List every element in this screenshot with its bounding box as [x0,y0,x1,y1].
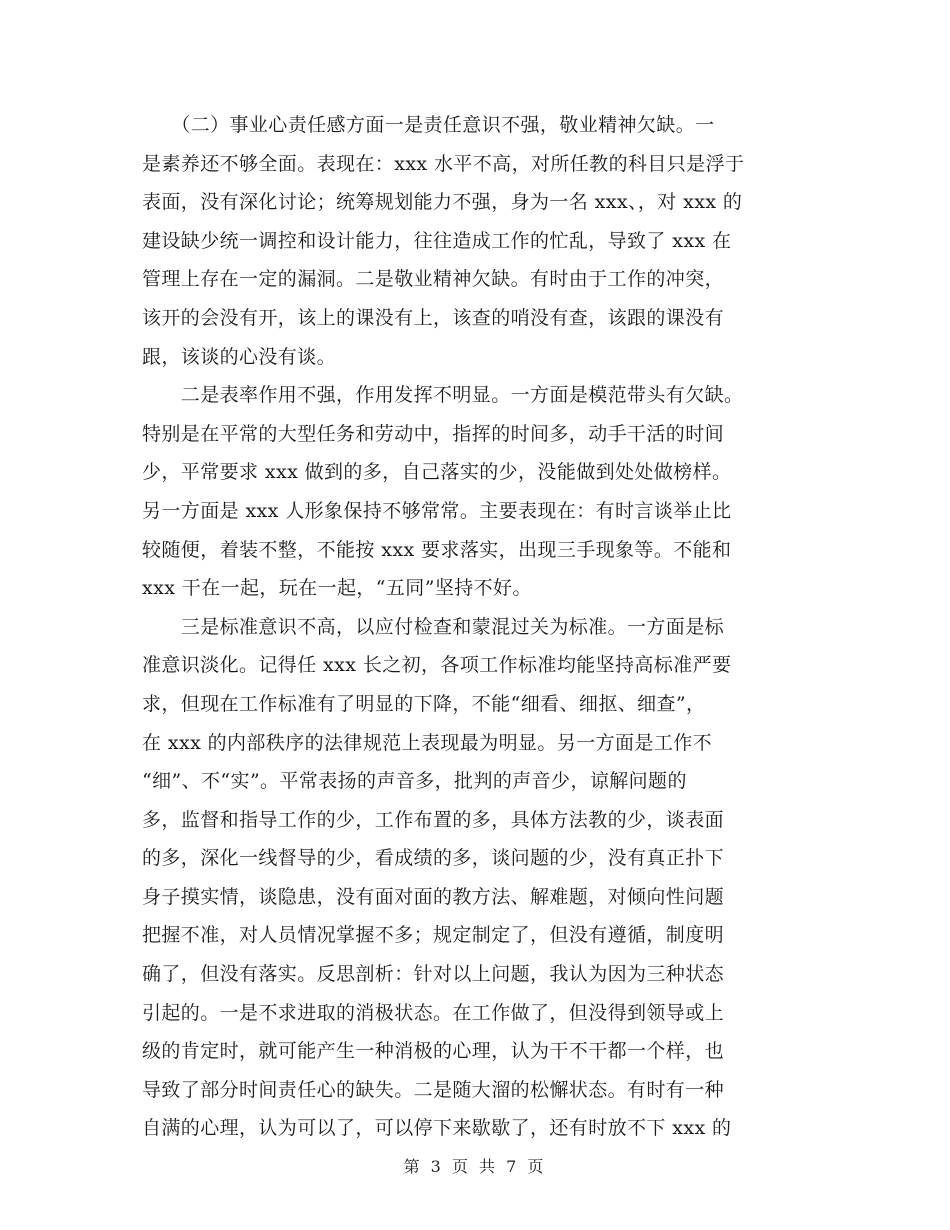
text-line: 是素养还不够全面。表现在：xxx 水平不高，对所任教的科目只是浮于 [142,152,745,175]
text-line: 跟，该谈的心没有谈。 [142,345,337,368]
text-line: 准意识淡化。记得任 xxx 长之初，各项工作标准均能坚持高标准严要 [142,654,732,677]
text-line: 另一方面是 xxx 人形象保持不够常常。主要表现在：有时言谈举止比 [142,499,732,522]
text-line: 导致了部分时间责任心的缺失。二是随大溜的松懈状态。有时有一种 [142,1078,725,1101]
text-line: 自满的心理，认为可以了，可以停下来歇歇了，还有时放不下 xxx 的 [142,1117,732,1140]
text-line: 该开的会没有开，该上的课没有上，该查的哨没有查，该跟的课没有 [142,306,725,329]
text-line: 特别是在平常的大型任务和劳动中，指挥的时间多，动手干活的时间 [142,422,725,445]
text-line: （二）事业心责任感方面一是责任意识不强，敬业精神欠缺。一 [142,114,715,136]
text-line: 身子摸实情，谈隐患，没有面对面的教方法、解难题，对倾向性问题 [142,885,725,908]
text-line: 引起的。一是不求进取的消极状态。在工作做了，但没得到领导或上 [142,1001,725,1024]
text-line: 级的肯定时，就可能产生一种消极的心理，认为干不干都一个样，也 [142,1040,725,1063]
text-line: 求，但现在工作标准有了明显的下降，不能“细看、细抠、细查”， [142,692,706,715]
text-line: 的多，深化一线督导的少，看成绩的多，谈问题的少，没有真正扑下 [142,847,725,870]
text-line: 三是标准意识不高，以应付检查和蒙混过关为标准。一方面是标 [142,615,725,638]
body-text [142,106,822,1148]
text-line: 多，监督和指导工作的少，工作布置的多，具体方法教的少，谈表面 [142,808,725,831]
page-number-footer: 第 3 页 共 7 页 [403,1157,547,1176]
text-line: 较随便，着装不整，不能按 xxx 要求落实，出现三手现象等。不能和 [142,538,732,561]
text-line: “细”、不“实”。平常表扬的声音多，批判的声音少，谅解问题的 [142,770,687,793]
text-line: 管理上存在一定的漏洞。二是敬业精神欠缺。有时由于工作的冲突， [142,268,725,291]
text-line: 二是表率作用不强，作用发挥不明显。一方面是模范带头有欠缺。 [142,384,744,407]
text-line: 在 xxx 的内部秩序的法律规范上表现最为明显。另一方面是工作不 [142,731,713,754]
text-line: 表面，没有深化讨论；统筹规划能力不强，身为一名 xxx、，对 xxx 的 [142,191,743,214]
text-line: 确了，但没有落实。反思剖析：针对以上问题，我认为因为三种状态 [142,963,725,986]
text-line: 少，平常要求 xxx 做到的多，自己落实的少，没能做到处处做榜样。 [142,461,732,484]
text-line: xxx 干在一起，玩在一起，“五同”坚持不好。 [142,577,532,600]
text-line: 把握不准，对人员情况掌握不多；规定制定了，但没有遵循，制度明 [142,924,725,947]
text-line: 建设缺少统一调控和设计能力，往往造成工作的忙乱，导致了 xxx 在 [142,229,732,252]
